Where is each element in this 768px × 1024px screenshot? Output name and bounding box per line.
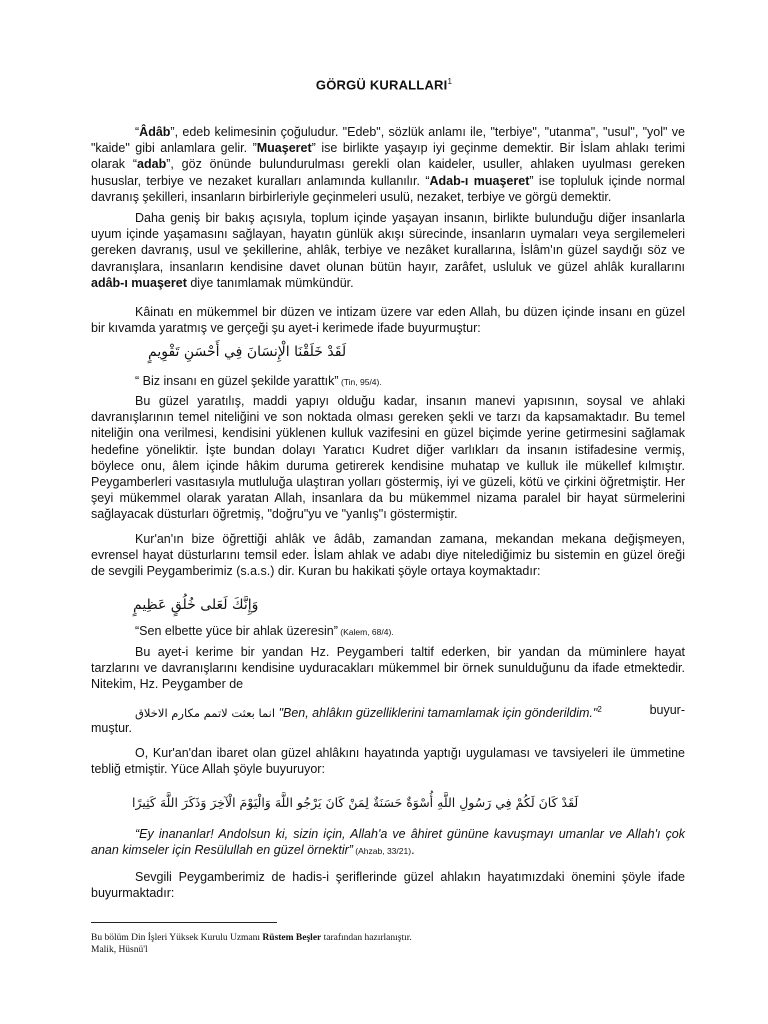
quote-tin: [91, 373, 685, 390]
text-segment: buyur-: [649, 703, 685, 717]
paragraph-tebligh: O, Kur'an'dan ibaret olan güzel ahlâkını hayatında yaptığı uygulaması ve tavsiyeleri ile ümmetine tebliğ etmiştir. Yüce Allah şöyle buyuruyor:: [91, 746, 685, 777]
text-segment: diye tanımlamak mümkündür.: [186, 275, 354, 290]
quote-text: “Sen elbette yüce bir ahlak üzeresin”: [135, 624, 338, 638]
paragraph-creation: Kâinatı en mükemmel bir düzen ve intizam üzere var eden Allah, bu düzen içinde insanı en güzel bir kıvamda yaratmış ve gerçeği şu ayet-i kerimede ifade buyurmuştur:: [91, 305, 685, 336]
arabic-ayah-ahzab: لَقَدْ كَانَ لَكُمْ فِي رَسُولِ اللَّهِ أُسْوَةٌ حَسَنَةٌ لِمَنْ كَانَ يَرْجُو اللَّهَ وَالْيَوْمَ الْآخِرَ وَذَكَرَ اللَّهَ كَثِيرًا: [132, 795, 579, 810]
term-adab-muaseret-bold: adâb-ı muaşeret: [91, 275, 187, 290]
footnote-line-1: [91, 932, 412, 944]
text-segment: ” ise birlikte yaşayıp iyi geçinme demektir. Bir İslam ahlakı terimi olarak “: [91, 141, 685, 172]
term-adab-2: adab: [137, 157, 167, 172]
paragraph-creation-detail: Bu güzel yaratılış, maddi yapıyı olduğu kadar, insanın manevi yapısının, soysal ve ahlaki davranışlarının temel niteliğini ve son noktada olması gereken şekli ve tarzı da kapsamaktadır. Bu temel niteliğin ona verilmesi, kendisini yüklenen kulluk vazifesini en güzel biçimde yerine getirmesini sağlamak hedefine yöneliktir. İşte bundan dolayı Yaratıcı Kudret diğer varlıkları da insanın istifadesine vermiş, böylece onu, âlem içinde hâkim duruma getirerek kendisine muhatap ve kulluk ile mükellef kılmıştır. Peygamberleri vasıtasıyla mutluluğa ulaştıran yolları göstermiş, iyi ve güzeli, kötü ve çirkini öğretmiştir. Her şeyi mükemmel olarak yaratan Allah, insanlara da bu mükemmel nizama paralel bir hayat sürmelerini sağlayacak düsturları öğretmiş, "doğru"yu ve "yanlış"ı göstermiştir.: [91, 394, 685, 522]
text-segment: ” ise topluluk içinde normal davranış şekilleri, insanların birbirleriyle geçinmeleri usulü, nezaket, terbiye ve görgü demektir.: [91, 173, 685, 204]
quote-mark: “: [135, 125, 140, 139]
quote-text: “ Biz insanı en güzel şekilde yarattık”: [135, 374, 339, 388]
hadis-translation: "Ben, ahlâkın güzelliklerini tamamlamak için gönderildim.": [278, 706, 598, 721]
term-adab: Âdâb: [139, 125, 171, 139]
footnote-line-2: Malik, Hüsnü'l: [91, 945, 148, 955]
quote-reference: (Ahzab, 33/21): [352, 846, 412, 857]
text-segment: Bu bölüm Din İşleri Yüksek Kurulu Uzmanı: [91, 933, 263, 943]
paragraph-adab-definition: [91, 124, 685, 205]
text-segment: tarafından hazırlanıştır.: [321, 933, 412, 943]
quote-reference: (Tin, 95/4).: [338, 377, 382, 387]
page-title: [0, 77, 768, 92]
paragraph-quran-ethics: Kur'an'ın bize öğrettiği ahlâk ve âdâb, zamandan zamana, mekandan mekana değişmeyen, evrensel hayat düsturlarını temsil eder. İslam ahlak ve adabı diye nitelediğimiz bu sistemin en güzel öreği de sevgili Peygamberimiz (s.a.s.) dir. Kuran bu hakikati şöyle ortaya koymaktadır:: [91, 532, 685, 579]
arabic-ayah-kalem: وَإِنَّكَ لَعَلى خُلُقٍ عَظِيمٍ: [133, 597, 259, 613]
author-name: Rüstem Beşler: [262, 933, 322, 943]
text-segment: ”, göz önünde bulundurulması gerekli olan kaideler, usuller, ahlaken uyulması gereken hususlar, terbiye ve nezaket kuralları anlamında kullanılır. “: [91, 157, 685, 188]
term-adab-muaseret: Adab-ı muaşeret: [429, 173, 530, 188]
footnote: [91, 932, 412, 956]
paragraph-broad-view: [91, 210, 685, 291]
footnote-marker-2: 2: [597, 705, 602, 714]
paragraph-ayah-meaning: Bu ayet-i kerime bir yandan Hz. Peygamberi taltif ederken, bir yandan da müminlere hayat tarzlarını ve davranışlarını kendisine uyduracakları mükemmel bir örnek sunulduğunu da ifade etmektedir. Nitekim, Hz. Peygamber de: [91, 645, 685, 692]
quote-ahzab: [91, 826, 685, 859]
quote-text: “Ey inananlar! Andolsun ki, sizin için, Allah'a ve âhiret gününe kavuşmayı umanlar ve Allah'ı çok anan kimseler için Resülullah en güzel örnektir”: [91, 827, 685, 858]
text-segment: .: [411, 843, 415, 858]
quote-reference: (Kalem, 68/4).: [337, 627, 394, 637]
term-muaseret: Muaşeret: [256, 141, 312, 156]
arabic-hadis: انما بعثت لاتمم مكارم الاخلاق: [135, 706, 276, 721]
arabic-ayah-tin: لَقَدْ خَلَقْنَا الْإِنسَانَ فِي أَحْسَنِ تَقْوِيمٍ: [148, 344, 347, 360]
hadis-line-continued: muştur.: [91, 721, 132, 735]
footnote-divider: [91, 922, 277, 923]
footnote-marker: 1: [447, 77, 453, 86]
hadis-line: [91, 702, 685, 721]
title-text: GÖRGÜ KURALLARI: [315, 77, 448, 93]
paragraph-hadis-intro: Sevgili Peygamberimiz de hadis-i şeriflerinde güzel ahlakın hayatımızdaki önemini şöyle ifade buyurmaktadır:: [91, 870, 685, 901]
quote-kalem: [91, 623, 685, 640]
text-segment: Daha geniş bir bakış açısıyla, toplum içinde yaşayan insanın, birlikte bulunduğu diğer insanlarla uyum içinde yaşamasını sağlayan, hayatın günlük akışı sürecinde, insanların uymaları veya sergilemeleri gereken davranış, usul ve şekillerine, ahlâk, terbiye ve nezâket kurallarına, İslâm'ın güzel saydığı söz ve davranışlara, insanların kendisine davet olunan bütün hayır, zarâfet, usluluk ve güzel ahlâk kurallarını: [91, 211, 685, 274]
text-segment: ”, edeb kelimesinin çoğuludur. "Edeb", sözlük anlamı ile, "terbiye", "utanma", "usul", "yol" ve "kaide" gibi anlamlara gelir. ”: [91, 125, 685, 156]
